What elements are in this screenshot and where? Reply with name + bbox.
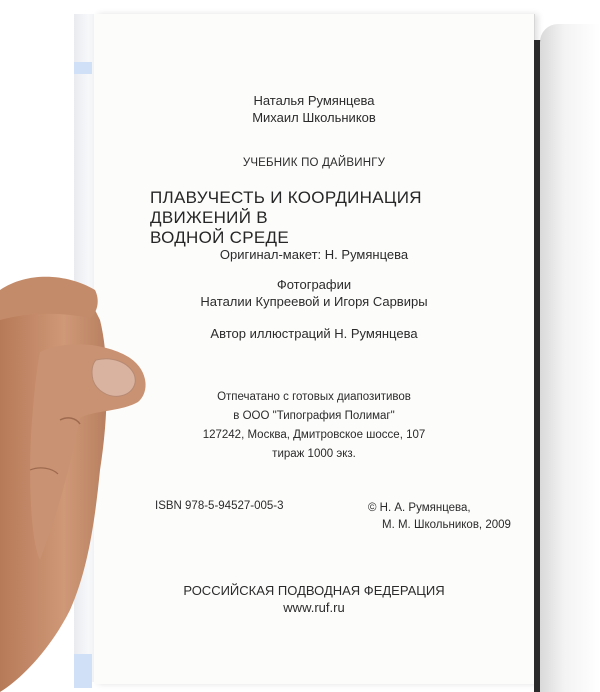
printing-line-4: тираж 1000 экз.	[272, 448, 356, 460]
publisher-url: www.ruf.ru	[283, 600, 345, 615]
title-line-1: ПЛАВУЧЕСТЬ И КООРДИНАЦИЯ ДВИЖЕНИЙ В	[150, 188, 422, 227]
printing-line-2: в ООО "Типография Полимаг"	[233, 410, 395, 422]
copyright-line-1: © Н. А. Румянцева,	[368, 502, 471, 514]
layout-credit: Оригинал-макет: Н. Румянцева	[219, 247, 409, 262]
printing-line-1: Отпечатано с готовых диапозитивов	[217, 391, 411, 403]
finger	[0, 277, 98, 320]
book-subtitle: УЧЕБНИК ПО ДАЙВИНГУ	[242, 157, 386, 169]
publisher-name: РОССИЙСКАЯ ПОДВОДНАЯ ФЕДЕРАЦИЯ	[183, 583, 445, 598]
isbn: ISBN 978-5-94527-005-3	[155, 500, 284, 512]
title-line-2: ВОДНОЙ СРЕДЕ	[150, 228, 289, 247]
printing-line-3: 127242, Москва, Дмитровское шоссе, 107	[202, 429, 426, 441]
illustration-credit: Автор иллюстраций Н. Румянцева	[210, 326, 418, 341]
author-2: Михаил Школьников	[252, 110, 376, 125]
author-1: Наталья Румянцева	[253, 93, 375, 108]
photo-credit-names: Наталии Купреевой и Игоря Сарвиры	[200, 294, 428, 309]
copyright-line-2: М. М. Школьников, 2009	[382, 519, 511, 531]
photo-credit-label: Фотографии	[276, 277, 352, 292]
